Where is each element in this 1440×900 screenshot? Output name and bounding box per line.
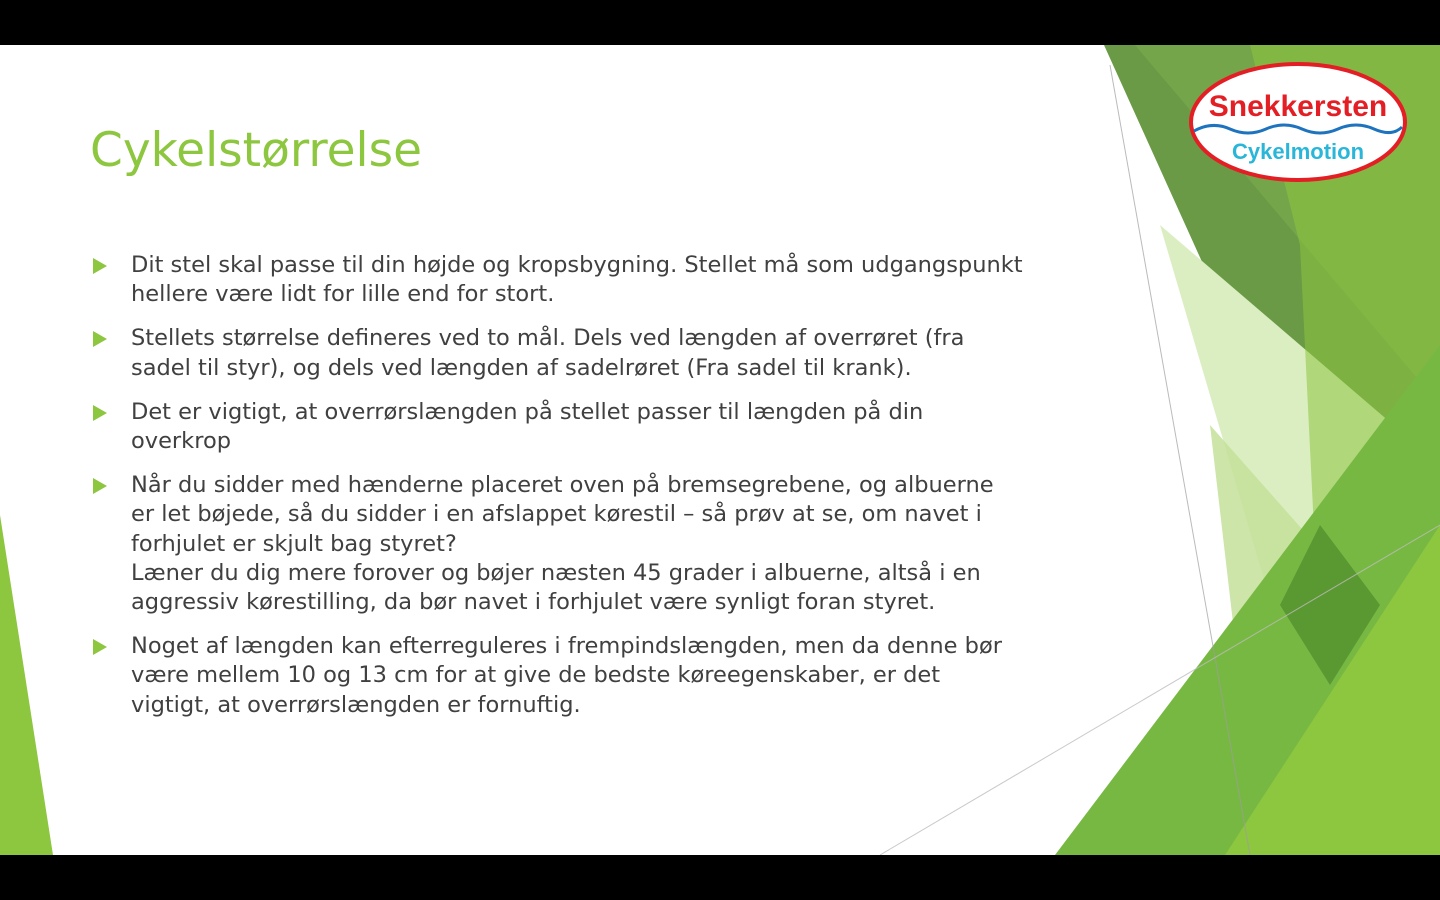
bullet-text-line: Stellets størrelse defineres ved to mål. Dels ved længden af overrøret (fra (131, 325, 965, 352)
slide (0, 45, 1440, 855)
bullet-item (90, 251, 1090, 309)
bullet-item (90, 471, 1090, 617)
bullet-arrow-icon (93, 478, 107, 494)
bullet-arrow-icon (93, 258, 107, 274)
bullet-text-line: Dit stel skal passe til din højde og kropsbygning. Stellet må som udgangspunkt (131, 252, 1023, 278)
bullet-text-line: Læner du dig mere forover og bøjer næsten 45 grader i albuerne, altså i en (131, 559, 981, 586)
bullet-item (90, 398, 1090, 456)
logo-text-top: Snekkersten (1208, 90, 1388, 123)
bullet-text-line: forhjulet er skjult bag styret? (131, 530, 457, 557)
bullet-text-line: hellere være lidt for lille end for stort. (131, 281, 555, 308)
bullet-text-line: Når du sidder med hænderne placeret oven på bremsegrebene, og albuerne (131, 472, 994, 499)
bullet-text-line: Noget af længden kan efterreguleres i frempindslængden, men da denne bør (131, 633, 1002, 660)
bullet-text-line: vigtigt, at overrørslængden er fornuftig. (131, 691, 581, 718)
bullet-item (90, 324, 1090, 382)
bullet-text-line: overkrop (131, 428, 232, 455)
bullet-text-line: sadel til styr), og dels ved længden af sadelrøret (Fra sadel til krank). (131, 354, 912, 381)
slide-title: Cykelstørrelse (90, 123, 422, 178)
bullet-arrow-icon (93, 405, 107, 421)
bullet-text-line: aggressiv kørestilling, da bør navet i forhjulet være synligt foran styret. (131, 589, 936, 616)
snekkersten-logo (1188, 61, 1408, 183)
bullet-item (90, 632, 1090, 720)
logo-text-bottom: Cykelmotion (1231, 139, 1365, 164)
bullet-arrow-icon (93, 331, 107, 347)
bullet-list (90, 251, 1090, 735)
bullet-text-line: være mellem 10 og 13 cm for at give de bedste køreegenskaber, er det (131, 662, 941, 689)
bullet-arrow-icon (93, 639, 107, 655)
bullet-text-line: er let bøjede, så du sidder i en afslappet kørestil – så prøv at se, om navet i (131, 501, 982, 528)
bullet-text-line: Det er vigtigt, at overrørslængden på stellet passer til længden på din (131, 398, 924, 425)
